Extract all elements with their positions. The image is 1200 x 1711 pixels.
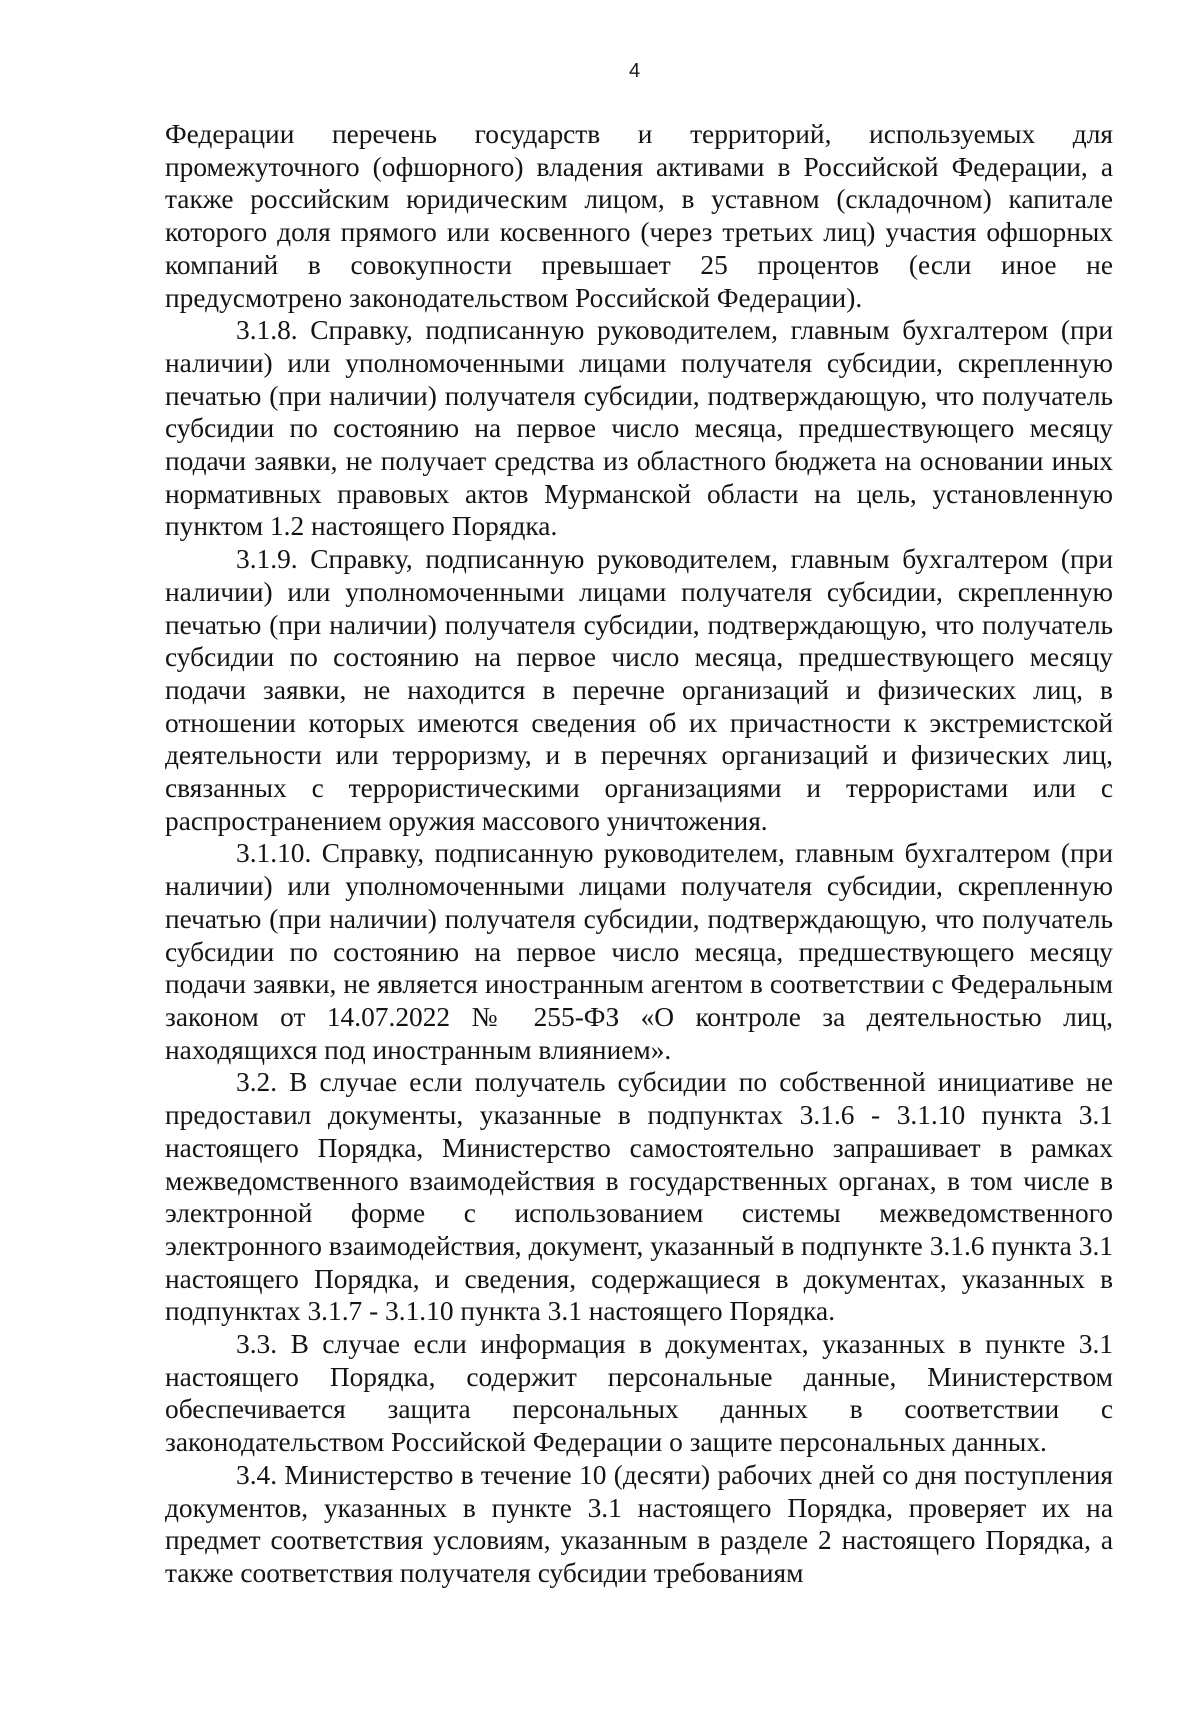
page-number: 4 [628,60,641,82]
paragraph-3-4: 3.4. Министерство в течение 10 (десяти) рабочих дней со дня поступления документов, указанных в пункте 3.1 настоящего Порядка, проверяет их на предмет соответствия условиям, указанным в разделе 2 настоящего Порядка, а также соответствия получателя субсидии требованиям [165,1459,1113,1588]
document-body [165,118,1113,1590]
paragraph-3-1-8: 3.1.8. Справку, подписанную руководителем, главным бухгалтером (при наличии) или уполномоченными лицами получателя субсидии, скрепленную печатью (при наличии) получателя субсидии, подтверждающую, что получатель субсидии по состоянию на первое число месяца, предшествующего месяцу подачи заявки, не получает средства из областного бюджета на основании иных нормативных правовых актов Мурманской области на цель, установленную пунктом 1.2 настоящего Порядка. [165,315,1113,542]
paragraph-3-1-10: 3.1.10. Справку, подписанную руководителем, главным бухгалтером (при наличии) или уполномоченными лицами получателя субсидии, скрепленную печатью (при наличии) получателя субсидии, подтверждающую, что получатель субсидии по состоянию на первое число месяца, предшествующего месяцу подачи заявки, не является иностранным агентом в соответствии с Федеральным законом от 14.07.2022 № 255-ФЗ «О контроле за деятельностью лиц, находящихся под иностранным влиянием». [165,838,1113,1065]
paragraph-offshore-continuation: Федерации перечень государств и территорий, используемых для промежуточного (офшорного) владения активами в Российской Федерации, а также российским юридическим лицом, в уставном (складочном) капитале которого доля прямого или косвенного (через третьих лиц) участия офшорных компаний в совокупности превышает 25 процентов (если иное не предусмотрено законодательством Российской Федерации). [165,119,1113,313]
paragraph-3-1-9: 3.1.9. Справку, подписанную руководителем, главным бухгалтером (при наличии) или уполномоченными лицами получателя субсидии, скрепленную печатью (при наличии) получателя субсидии, подтверждающую, что получатель субсидии по состоянию на первое число месяца, предшествующего месяцу подачи заявки, не находится в перечне организаций и физических лиц, в отношении которых имеются сведения об их причастности к экстремистской деятельности или терроризму, и в перечнях организаций и физических лиц, связанных с террористическими организациями и террористами или с распространением оружия массового уничтожения. [165,544,1113,836]
paragraph-3-2: 3.2. В случае если получатель субсидии по собственной инициативе не предоставил документы, указанные в подпунктах 3.1.6 - 3.1.10 пункта 3.1 настоящего Порядка, Министерство самостоятельно запрашивает в рамках межведомственного взаимодействия в государственных органах, в том числе в электронной форме с использованием системы межведомственного электронного взаимодействия, документ, указанный в подпункте 3.1.6 пункта 3.1 настоящего Порядка, и сведения, содержащиеся в документах, указанных в подпунктах 3.1.7 - 3.1.10 пункта 3.1 настоящего Порядка. [165,1067,1113,1327]
paragraph-3-3: 3.3. В случае если информация в документах, указанных в пункте 3.1 настоящего Порядка, содержит персональные данные, Министерством обеспечивается защита персональных данных в соответствии с законодательством Российской Федерации о защите персональных данных. [165,1329,1113,1458]
